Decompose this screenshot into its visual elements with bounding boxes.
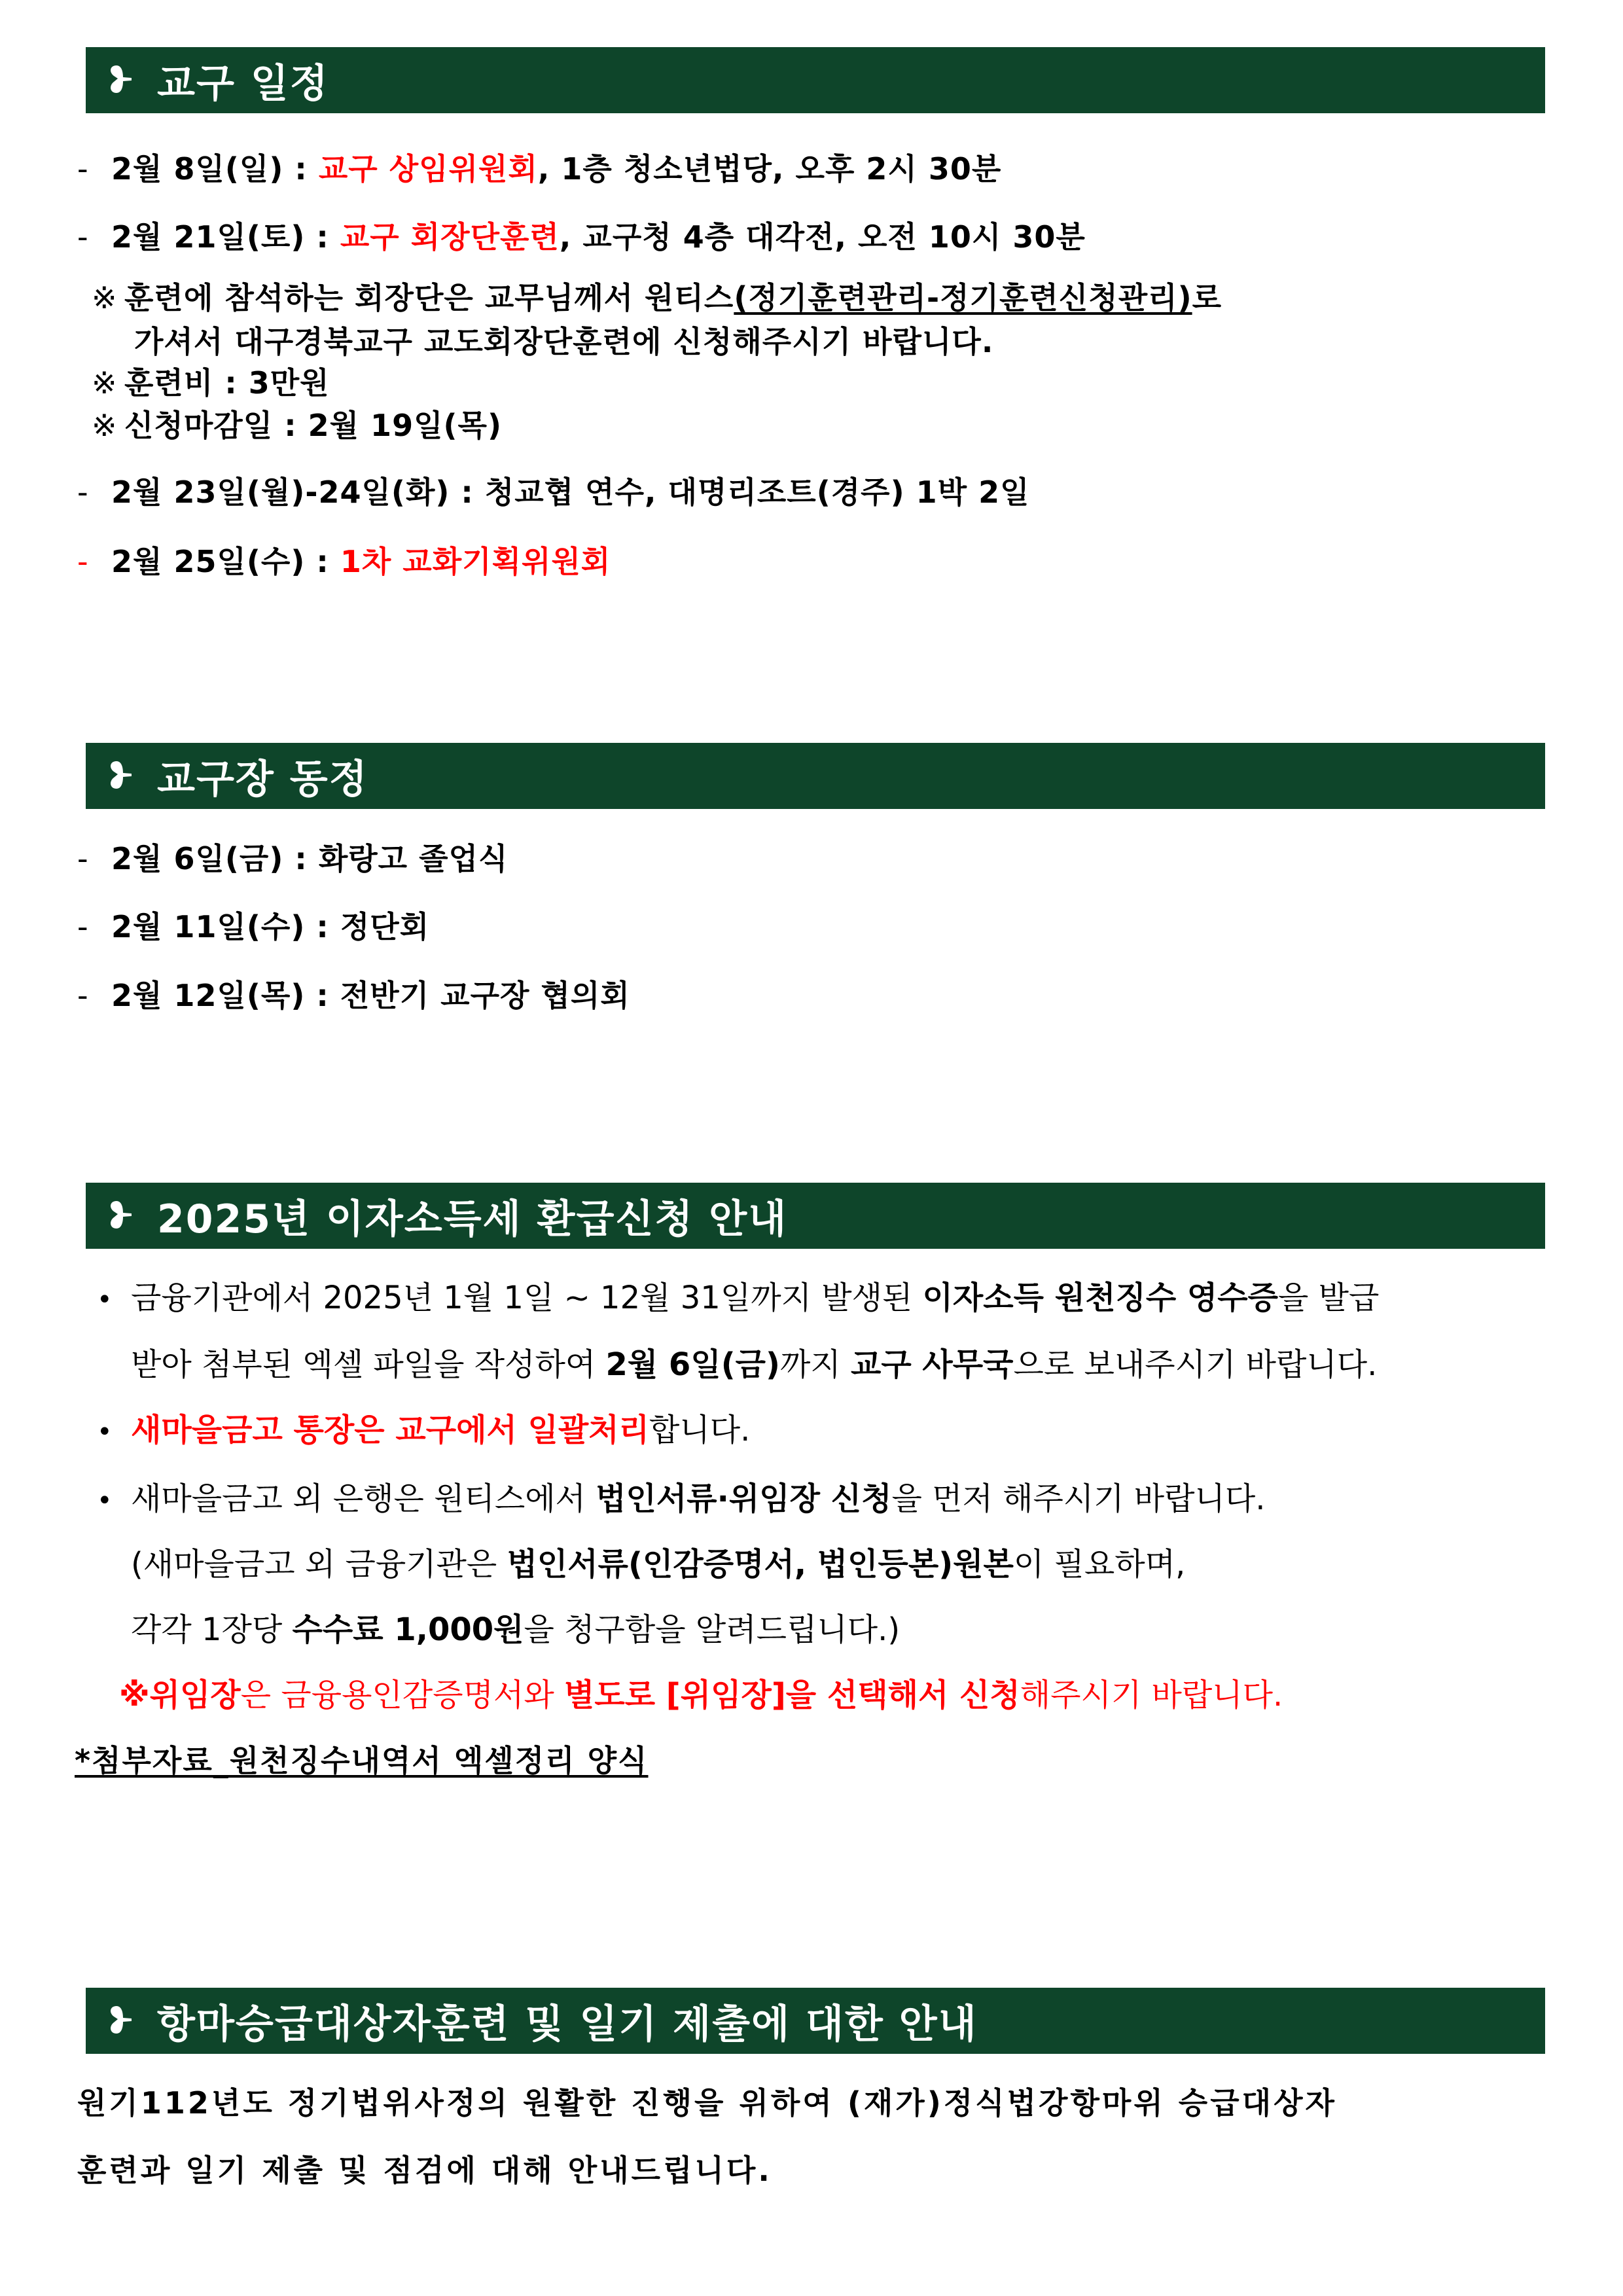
bullet-dot-icon: • [97,1486,113,1516]
rotated-heart-bullet-icon [107,64,134,97]
bullet-dot-icon: • [97,1417,113,1447]
section-title: 2025년 이자소득세 환급신청 안내 [157,1196,788,1242]
proxy-note: ※위임장은 금융용인감증명서와 별도로 [위임장]을 선택해서 신청해주시기 바랍니다. [119,1677,1283,1713]
attachment-link[interactable]: *첨부자료_원천징수내역서 엑셀정리 양식 [75,1743,649,1778]
note-continuation: 가셔서 대구경북교구 교도회장단훈련에 신청해주시기 바랍니다. [134,324,994,359]
rotated-heart-bullet-icon [107,2005,134,2037]
bullet-continuation: 받아 첨부된 엑셀 파일을 작성하여 2월 6일(금)까지 교구 사무국으로 보내주시기 바랍니다. [131,1346,1378,1383]
note-line: ※ 훈련에 참석하는 회장단은 교무님께서 원티스(정기훈련관리-정기훈련신청관리)로 [92,278,1222,317]
announcement-paragraph-line: 훈련과 일기 제출 및 점검에 대해 안내드립니다. [77,2153,772,2188]
schedule-item: - 2월 6일(금) : 화랑고 졸업식 [77,841,508,876]
bullet-item: • 새마을금고 통장은 교구에서 일괄처리합니다. [97,1410,750,1452]
announcement-paragraph-line: 원기112년도 정기법위사정의 원활한 진행을 위하여 (재가)정식법강항마위 승급대상자 [77,2085,1337,2121]
schedule-item: - 2월 12일(목) : 전반기 교구장 협의회 [77,978,630,1013]
bullet-continuation: 각각 1장당 수수료 1,000원을 청구함을 알려드립니다.) [131,1611,901,1648]
bullet-item: • 금융기관에서 2025년 1월 1일 ~ 12월 31일까지 발생된 이자소득 원천징수 영수증을 발급 [97,1278,1379,1319]
reference-mark-icon: ※ [92,280,118,315]
rotated-heart-bullet-icon [107,760,134,793]
schedule-item: - 2월 25일(수) : 1차 교화기획위원회 [77,544,611,579]
section-banner-training-diary [86,1988,1545,2054]
note-line: ※ 신청마감일 : 2월 19일(목) [92,406,502,445]
bullet-dot-icon: • [97,1285,113,1315]
note-line: ※ 훈련비 : 3만원 [92,363,330,403]
reference-mark-icon: ※ [92,408,118,443]
event-highlight: 교구 상임위원회 [318,151,538,187]
schedule-item: - 2월 8일(일) : 교구 상임위원회, 1층 청소년법당, 오후 2시 30분 [77,151,1002,187]
schedule-item: - 2월 11일(수) : 정단회 [77,909,430,944]
bullet-item: • 새마을금고 외 은행은 원티스에서 법인서류·위임장 신청을 먼저 해주시기 바랍니다. [97,1479,1266,1520]
section-title: 항마승급대상자훈련 및 일기 제출에 대한 안내 [157,2001,978,2047]
section-banner-tax-refund [86,1183,1545,1249]
bullet-continuation: (새마을금고 외 금융기관은 법인서류(인감증명서, 법인등본)원본이 필요하며, [131,1546,1186,1583]
section-title: 교구장 동정 [157,756,368,802]
schedule-item: - 2월 23일(월)-24일(화) : 청교협 연수, 대명리조트(경주) 1박 2일 [77,475,1030,510]
schedule-item: - 2월 21일(토) : 교구 회장단훈련, 교구청 4층 대각전, 오전 10시 30분 [77,219,1086,255]
section-banner-schedule [86,47,1545,113]
section-banner-bishop-activities [86,743,1545,809]
wontis-menu-path: (정기훈련관리-정기훈련신청관리) [734,280,1192,315]
event-highlight: 1차 교화기획위원회 [340,544,611,579]
reference-mark-icon: ※ [92,365,118,401]
rotated-heart-bullet-icon [107,1200,134,1232]
event-highlight: 교구 회장단훈련 [340,219,560,255]
section-title: 교구 일정 [157,60,329,107]
